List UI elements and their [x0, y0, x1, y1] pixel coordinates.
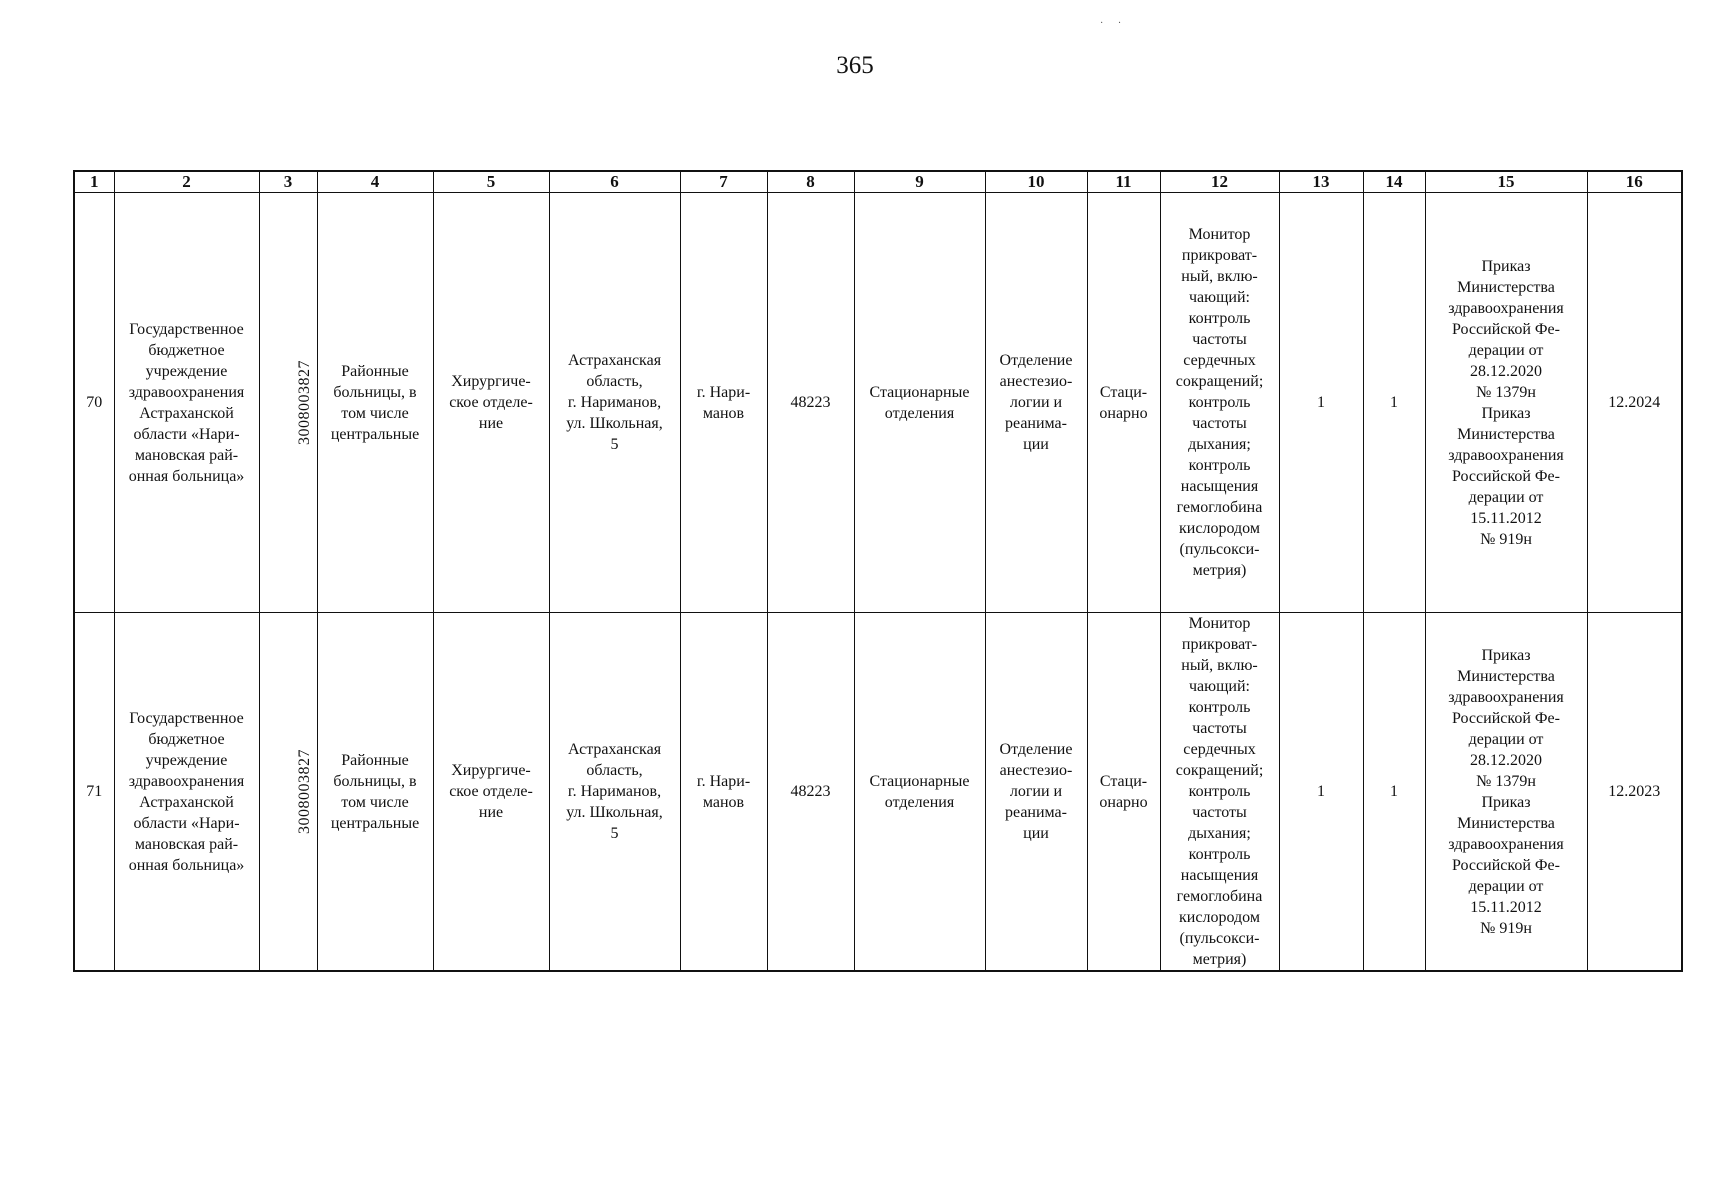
regulation-cell: Приказ Министерства здравоохранения Российской Фе- дерации от 28.12.2020 № 1379н Приказ Министерства здравоохранения Российской Фе- дерации от 15.11.2012 № 919н	[1425, 193, 1587, 613]
facility-type-cell: Районные больницы, в том числе центральные	[317, 193, 433, 613]
facility-type-cell: Районные больницы, в том числе центральные	[317, 613, 433, 972]
page-number: 365	[836, 52, 874, 79]
column-number-header: 11	[1087, 171, 1160, 193]
unit-type-cell: Стационарные отделения	[854, 193, 985, 613]
column-number-header: 1	[74, 171, 114, 193]
unit-type-cell: Стационарные отделения	[854, 613, 985, 972]
quantity-cell: 1	[1363, 193, 1425, 613]
column-number-header: 5	[433, 171, 549, 193]
column-number-header: 4	[317, 171, 433, 193]
column-number-header: 12	[1160, 171, 1279, 193]
equipment-register-table	[73, 170, 1683, 972]
department-cell: Хирургиче- ское отделе- ние	[433, 613, 549, 972]
organization-name-cell: Государственное бюджетное учреждение здравоохранения Астраханской области «Нари- мановская рай- онная больница»	[114, 613, 259, 972]
table-row	[74, 613, 1682, 972]
organization-name-cell: Государственное бюджетное учреждение здравоохранения Астраханской области «Нари- мановская рай- онная больница»	[114, 193, 259, 613]
row-number-cell: 70	[74, 193, 114, 613]
column-number-header: 6	[549, 171, 680, 193]
code-cell: 48223	[767, 613, 854, 972]
row-number-cell: 71	[74, 613, 114, 972]
equipment-cell: Монитор прикроват- ный, вклю- чающий: контроль частоты сердечных сокращений; контроль частоты дыхания; контроль насыщения гемоглобина кислородом (пульсокси- метрия)	[1160, 193, 1279, 613]
column-number-header-row	[74, 171, 1682, 193]
date-cell: 12.2024	[1587, 193, 1682, 613]
inn-cell	[259, 613, 317, 972]
inn-vertical-text: 3008003827	[295, 360, 313, 445]
address-cell: Астраханская область, г. Нариманов, ул. Школьная, 5	[549, 613, 680, 972]
column-number-header: 2	[114, 171, 259, 193]
column-number-header: 3	[259, 171, 317, 193]
target-department-cell: Отделение анестезио- логии и реанима- ции	[985, 193, 1087, 613]
code-cell: 48223	[767, 193, 854, 613]
target-department-cell: Отделение анестезио- логии и реанима- ции	[985, 613, 1087, 972]
department-cell: Хирургиче- ское отделе- ние	[433, 193, 549, 613]
regulation-cell: Приказ Министерства здравоохранения Российской Фе- дерации от 28.12.2020 № 1379н Приказ Министерства здравоохранения Российской Фе- дерации от 15.11.2012 № 919н	[1425, 613, 1587, 972]
address-cell: Астраханская область, г. Нариманов, ул. Школьная, 5	[549, 193, 680, 613]
column-number-header: 13	[1279, 171, 1363, 193]
column-number-header: 15	[1425, 171, 1587, 193]
column-number-header: 10	[985, 171, 1087, 193]
column-number-header: 16	[1587, 171, 1682, 193]
column-number-header: 7	[680, 171, 767, 193]
quantity-cell: 1	[1279, 193, 1363, 613]
column-number-header: 9	[854, 171, 985, 193]
date-cell: 12.2023	[1587, 613, 1682, 972]
column-number-header: 8	[767, 171, 854, 193]
locality-cell: г. Нари- манов	[680, 193, 767, 613]
quantity-cell: 1	[1279, 613, 1363, 972]
locality-cell: г. Нари- манов	[680, 613, 767, 972]
inn-cell	[259, 193, 317, 613]
inn-vertical-text: 3008003827	[295, 749, 313, 834]
column-number-header: 14	[1363, 171, 1425, 193]
equipment-cell: Монитор прикроват- ный, вклю- чающий: контроль частоты сердечных сокращений; контроль частоты дыхания; контроль насыщения гемоглобина кислородом (пульсокси- метрия)	[1160, 613, 1279, 972]
care-condition-cell: Стаци- онарно	[1087, 193, 1160, 613]
care-condition-cell: Стаци- онарно	[1087, 613, 1160, 972]
table-row	[74, 193, 1682, 613]
quantity-cell: 1	[1363, 613, 1425, 972]
scan-artifact: · ·	[1100, 18, 1128, 29]
